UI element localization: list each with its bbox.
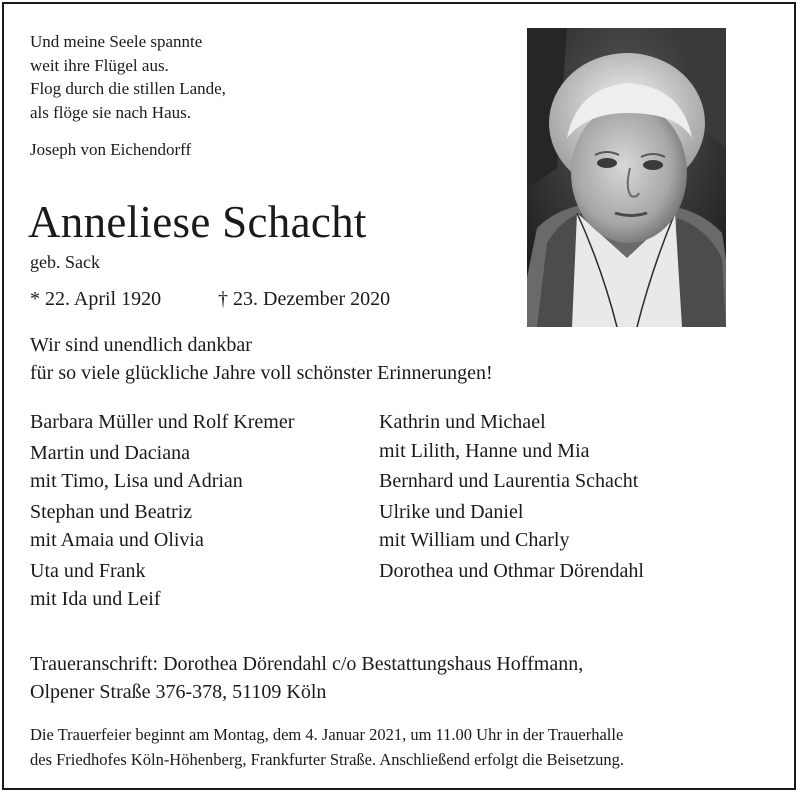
- family-right-column: [379, 408, 644, 587]
- family-line: Stephan und Beatriz: [30, 500, 193, 523]
- family-group: [379, 498, 644, 555]
- family-line: Barbara Müller und Rolf Kremer: [30, 411, 295, 433]
- poem-author: Joseph von Eichendorff: [30, 140, 192, 159]
- deceased-name: Anneliese Schacht: [28, 197, 367, 247]
- family-line: mit Amaia und Olivia: [30, 529, 204, 551]
- thanks-message: [30, 331, 493, 387]
- poem-line: als flöge sie nach Haus.: [30, 102, 191, 122]
- poem-line: weit ihre Flügel aus.: [30, 55, 169, 75]
- address-line: Traueranschrift: Dorothea Dörendahl c/o Bestattungshaus Hoffmann,: [30, 653, 584, 675]
- thanks-line: Wir sind unendlich dankbar: [30, 334, 252, 356]
- family-line: Kathrin und Michael: [379, 411, 546, 433]
- thanks-line: für so viele glückliche Jahre voll schönster Erinnerungen!: [30, 362, 493, 384]
- service-line: des Friedhofes Köln-Höhenberg, Frankfurter Straße. Anschließend erfolgt die Beisetzung.: [30, 750, 624, 769]
- family-group: [30, 439, 294, 496]
- portrait-photo: [527, 28, 726, 327]
- service-line: Die Trauerfeier beginnt am Montag, dem 4. Januar 2021, um 11.00 Uhr in der Trauerhalle: [30, 725, 624, 744]
- poem-line: Und meine Seele spannte: [30, 32, 203, 51]
- family-group: [30, 557, 294, 614]
- poem-line: Flog durch die stillen Lande,: [30, 79, 226, 98]
- portrait-image: [527, 28, 726, 327]
- family-group: [379, 467, 644, 496]
- family-line: Uta und Frank: [30, 559, 146, 582]
- family-line: mit Timo, Lisa und Adrian: [30, 470, 243, 492]
- birth-name: geb. Sack: [30, 252, 100, 272]
- death-date: † 23. Dezember 2020: [218, 288, 391, 310]
- mourning-address: [30, 650, 583, 706]
- address-line: Olpener Straße 376-378, 51109 Köln: [30, 681, 327, 703]
- family-line: Bernhard und Laurentia Schacht: [379, 470, 639, 492]
- family-line: mit Ida und Leif: [30, 588, 161, 610]
- family-group: [379, 557, 644, 586]
- poem: [30, 30, 226, 124]
- family-line: mit William und Charly: [379, 529, 570, 551]
- family-group: [379, 408, 644, 465]
- family-group: [30, 408, 294, 437]
- family-line: Ulrike und Daniel: [379, 500, 524, 523]
- family-group: [30, 498, 294, 555]
- family-line: Martin und Daciana: [30, 441, 190, 464]
- funeral-service-info: [30, 722, 624, 772]
- family-line: Dorothea und Othmar Dörendahl: [379, 559, 644, 582]
- family-left-column: [30, 408, 294, 616]
- birth-date: * 22. April 1920: [30, 288, 162, 310]
- family-line: mit Lilith, Hanne und Mia: [379, 439, 590, 462]
